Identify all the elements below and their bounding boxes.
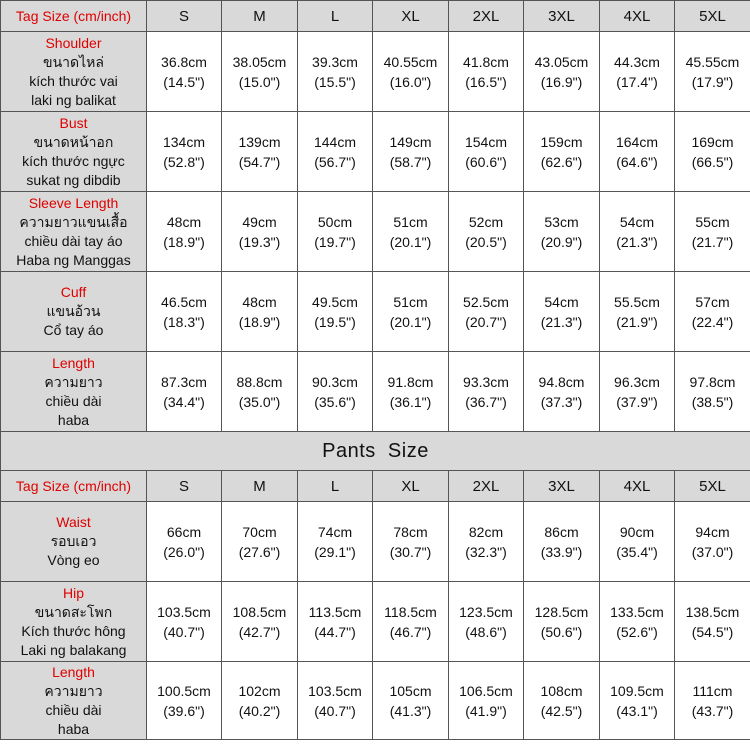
value-cm: 38.05cm xyxy=(232,53,287,70)
value-cm: 105cm xyxy=(389,682,432,699)
value-cm: 133.5cm xyxy=(610,603,664,620)
measurement-translation: Laki ng balakang xyxy=(20,641,127,658)
value-cm: 103.5cm xyxy=(308,682,362,699)
value-inch: (20.5") xyxy=(465,233,507,250)
measurement-name: Waist xyxy=(56,514,91,530)
value-inch: (64.6") xyxy=(616,153,658,170)
value-cell xyxy=(600,352,675,432)
value-cm: 51cm xyxy=(393,293,428,310)
top-row-bust xyxy=(1,112,750,192)
value-cell xyxy=(373,582,449,662)
measurement-translation: รอบเอว xyxy=(50,533,97,549)
measurement-name: Shoulder xyxy=(45,34,102,51)
measurement-name: Hip xyxy=(62,584,84,601)
value-cm: 41.8cm xyxy=(463,53,509,70)
value-cm: 134cm xyxy=(162,133,206,150)
value-inch: (42.5") xyxy=(540,702,583,719)
measurement-name: Sleeve Length xyxy=(28,194,119,211)
value-cm: 53cm xyxy=(544,213,579,230)
measurement-name: Length xyxy=(52,354,95,371)
value-cell xyxy=(373,662,449,740)
value-cm: 49.5cm xyxy=(312,293,358,310)
value-cm: 108cm xyxy=(540,682,583,699)
value-cell xyxy=(524,582,600,662)
tag-size-header: Tag Size (cm/inch) xyxy=(1,471,147,502)
value-inch: (20.1") xyxy=(389,313,432,330)
top-row-length xyxy=(1,352,750,432)
value-inch: (52.6") xyxy=(616,623,658,640)
value-cm: 96.3cm xyxy=(614,373,660,390)
value-inch: (32.3") xyxy=(465,543,507,560)
measurement-label xyxy=(1,112,147,192)
value-cm: 87.3cm xyxy=(161,373,207,390)
value-inch: (29.1") xyxy=(314,543,356,560)
value-cell xyxy=(147,32,222,112)
value-cell xyxy=(600,272,675,352)
top-row-shoulder xyxy=(1,32,750,112)
value-cm: 164cm xyxy=(615,133,659,150)
measurement-label xyxy=(1,352,147,432)
size-header-l: L xyxy=(298,1,373,32)
size-header-m: M xyxy=(222,1,298,32)
size-header-5xl: 5XL xyxy=(675,471,750,502)
value-cell xyxy=(373,272,449,352)
value-cm: 91.8cm xyxy=(387,373,434,390)
value-cm: 88.8cm xyxy=(236,373,283,390)
measurement-translation: kích thước vai xyxy=(29,72,118,89)
value-inch: (42.7") xyxy=(238,623,281,640)
value-cm: 40.55cm xyxy=(383,53,438,70)
value-inch: (54.5") xyxy=(691,623,734,640)
value-cm: 169cm xyxy=(691,133,734,150)
value-cell xyxy=(449,112,524,192)
value-cm: 94.8cm xyxy=(538,373,585,390)
value-cell xyxy=(298,662,373,740)
top-row-sleeve-length xyxy=(1,192,750,272)
value-cell xyxy=(147,272,222,352)
value-cell xyxy=(449,272,524,352)
value-cell xyxy=(675,582,750,662)
value-inch: (18.9") xyxy=(163,233,205,250)
measurement-name: Length xyxy=(52,663,95,680)
pants-size-title: Pants Size xyxy=(1,432,750,471)
value-inch: (60.6") xyxy=(465,153,507,170)
value-inch: (52.8") xyxy=(163,153,205,170)
value-inch: (58.7") xyxy=(389,153,432,170)
value-cell xyxy=(147,662,222,740)
size-header-5xl: 5XL xyxy=(675,1,750,32)
value-cell xyxy=(524,662,600,740)
value-cm: 90cm xyxy=(619,523,655,540)
size-header-xl: XL xyxy=(373,1,449,32)
value-cell xyxy=(449,32,524,112)
value-cm: 106.5cm xyxy=(459,682,513,699)
value-cell xyxy=(147,112,222,192)
size-header-4xl: 4XL xyxy=(600,1,675,32)
value-cm: 55cm xyxy=(695,213,730,230)
pants-row-waist xyxy=(1,502,750,582)
value-cell xyxy=(449,662,524,740)
value-inch: (39.6") xyxy=(163,702,205,719)
value-cell xyxy=(449,582,524,662)
value-inch: (40.7") xyxy=(314,702,356,719)
value-inch: (66.5") xyxy=(691,153,734,170)
value-cell xyxy=(147,582,222,662)
value-inch: (17.9") xyxy=(691,73,734,90)
top-row-cuff xyxy=(1,272,750,352)
value-inch: (21.7") xyxy=(691,233,734,250)
measurement-translation: ขนาดไหล่ xyxy=(43,53,104,70)
pants-header-row xyxy=(1,471,750,502)
measurement-label xyxy=(1,192,147,272)
value-cm: 50cm xyxy=(317,213,353,230)
measurement-translation: kích thước ngực xyxy=(22,152,125,169)
value-cell xyxy=(524,32,600,112)
value-inch: (21.3") xyxy=(540,313,583,330)
value-inch: (26.0") xyxy=(163,543,205,560)
value-cell xyxy=(222,112,298,192)
value-cell xyxy=(373,112,449,192)
measurement-translation: Haba ng Manggas xyxy=(16,251,131,268)
value-cm: 66cm xyxy=(166,523,202,540)
value-inch: (37.0") xyxy=(691,543,734,560)
size-header-4xl: 4XL xyxy=(600,471,675,502)
size-header-s: S xyxy=(147,1,222,32)
value-cell xyxy=(298,32,373,112)
value-inch: (19.5") xyxy=(314,313,356,330)
value-cell xyxy=(373,192,449,272)
value-cm: 97.8cm xyxy=(689,373,736,390)
pants-section-title-row xyxy=(1,432,750,471)
value-inch: (34.4") xyxy=(163,393,205,410)
value-inch: (22.4") xyxy=(691,313,734,330)
value-cm: 118.5cm xyxy=(384,603,437,620)
measurement-translation: ความยาว xyxy=(44,682,103,699)
value-inch: (46.7") xyxy=(389,623,432,640)
value-cell xyxy=(600,112,675,192)
value-cm: 138.5cm xyxy=(685,603,740,620)
pants-row-hip xyxy=(1,582,750,662)
value-inch: (16.9") xyxy=(540,73,583,90)
value-inch: (16.5") xyxy=(465,73,507,90)
measurement-translation: haba xyxy=(57,720,90,737)
value-cm: 94cm xyxy=(695,523,730,540)
value-cm: 108.5cm xyxy=(232,603,287,620)
value-cell xyxy=(675,662,750,740)
value-cm: 54cm xyxy=(619,213,655,230)
value-cell xyxy=(298,192,373,272)
value-cell xyxy=(298,272,373,352)
value-cm: 102cm xyxy=(238,682,281,699)
value-cell xyxy=(147,502,222,582)
value-cm: 113.5cm xyxy=(308,603,362,620)
value-cell xyxy=(600,582,675,662)
value-cell xyxy=(449,502,524,582)
value-cm: 49cm xyxy=(242,213,277,230)
value-inch: (20.9") xyxy=(540,233,583,250)
measurement-translation: Vòng eo xyxy=(47,552,100,568)
value-cell xyxy=(675,32,750,112)
measurement-translation: แขนอ้วน xyxy=(46,303,101,319)
value-cm: 48cm xyxy=(242,293,277,310)
value-cell xyxy=(373,502,449,582)
value-cell xyxy=(222,32,298,112)
measurement-label xyxy=(1,502,147,582)
value-inch: (43.1") xyxy=(616,702,658,719)
value-cell xyxy=(222,502,298,582)
value-inch: (21.9") xyxy=(616,313,658,330)
value-cell xyxy=(449,192,524,272)
value-cell xyxy=(600,502,675,582)
value-inch: (35.4") xyxy=(616,543,658,560)
value-cell xyxy=(222,662,298,740)
value-cm: 52cm xyxy=(468,213,504,230)
value-cell xyxy=(675,352,750,432)
size-header-3xl: 3XL xyxy=(524,1,600,32)
value-inch: (56.7") xyxy=(314,153,356,170)
value-inch: (19.7") xyxy=(314,233,356,250)
value-inch: (41.9") xyxy=(465,702,507,719)
value-cm: 111cm xyxy=(692,682,733,699)
value-cm: 128.5cm xyxy=(534,603,589,620)
value-cm: 154cm xyxy=(464,133,508,150)
value-inch: (48.6") xyxy=(465,623,507,640)
value-cell xyxy=(524,192,600,272)
value-cm: 46.5cm xyxy=(161,293,207,310)
value-inch: (40.2") xyxy=(238,702,281,719)
value-cell xyxy=(222,582,298,662)
value-inch: (37.9") xyxy=(616,393,658,410)
size-header-s: S xyxy=(147,471,222,502)
value-inch: (43.7") xyxy=(691,702,734,719)
value-cm: 74cm xyxy=(317,523,353,540)
size-header-m: M xyxy=(222,471,298,502)
value-inch: (21.3") xyxy=(616,233,658,250)
value-cell xyxy=(222,192,298,272)
value-cell xyxy=(298,502,373,582)
value-cell xyxy=(222,352,298,432)
value-cm: 44.3cm xyxy=(614,53,660,70)
value-inch: (17.4") xyxy=(616,73,658,90)
value-cm: 78cm xyxy=(393,523,428,540)
value-cm: 109.5cm xyxy=(610,682,664,699)
value-inch: (36.7") xyxy=(465,393,507,410)
measurement-translation: haba xyxy=(57,411,90,428)
value-cell xyxy=(524,352,600,432)
value-cell xyxy=(600,192,675,272)
size-header-xl: XL xyxy=(373,471,449,502)
tag-size-header: Tag Size (cm/inch) xyxy=(1,1,147,32)
value-inch: (35.6") xyxy=(314,393,356,410)
value-cell xyxy=(298,112,373,192)
value-cm: 52.5cm xyxy=(463,293,509,310)
value-inch: (54.7") xyxy=(238,153,281,170)
value-cell xyxy=(524,112,600,192)
value-cell xyxy=(675,272,750,352)
measurement-label xyxy=(1,32,147,112)
value-cm: 86cm xyxy=(544,523,579,540)
value-cell xyxy=(524,502,600,582)
value-inch: (30.7") xyxy=(389,543,432,560)
measurement-translation: chiều dài xyxy=(45,701,102,718)
value-inch: (44.7") xyxy=(314,623,356,640)
size-header-l: L xyxy=(298,471,373,502)
value-inch: (35.0") xyxy=(238,393,281,410)
measurement-translation: chiều dài tay áo xyxy=(24,232,123,249)
measurement-label xyxy=(1,272,147,352)
value-cm: 57cm xyxy=(695,293,730,310)
value-inch: (14.5") xyxy=(163,73,205,90)
measurement-translation: sukat ng dibdib xyxy=(26,171,121,188)
value-inch: (62.6") xyxy=(540,153,583,170)
value-cm: 93.3cm xyxy=(463,373,509,390)
value-cell xyxy=(675,192,750,272)
size-header-2xl: 2XL xyxy=(449,1,524,32)
value-cm: 36.8cm xyxy=(161,53,207,70)
measurement-label xyxy=(1,582,147,662)
value-inch: (15.0") xyxy=(238,73,281,90)
value-inch: (38.5") xyxy=(691,393,734,410)
measurement-name: Bust xyxy=(59,114,88,131)
value-cell xyxy=(147,352,222,432)
measurement-translation: Kích thước hông xyxy=(21,622,126,639)
value-cell xyxy=(373,32,449,112)
value-cell xyxy=(600,32,675,112)
value-cm: 70cm xyxy=(242,523,277,540)
value-cell xyxy=(298,582,373,662)
measurement-translation: chiều dài xyxy=(45,392,102,409)
value-cm: 39.3cm xyxy=(312,53,358,70)
value-cm: 100.5cm xyxy=(157,682,211,699)
value-cell xyxy=(373,352,449,432)
value-cm: 45.55cm xyxy=(685,53,740,70)
value-inch: (33.9") xyxy=(540,543,583,560)
value-cm: 51cm xyxy=(393,213,428,230)
value-cm: 103.5cm xyxy=(157,603,211,620)
measurement-translation: laki ng balikat xyxy=(31,91,116,108)
value-cm: 54cm xyxy=(544,293,579,310)
value-inch: (50.6") xyxy=(540,623,583,640)
value-cm: 123.5cm xyxy=(459,603,513,620)
value-cm: 139cm xyxy=(238,133,281,150)
value-cell xyxy=(147,192,222,272)
value-inch: (18.3") xyxy=(163,313,205,330)
measurement-translation: ความยาวแขนเสื้อ xyxy=(19,213,128,230)
value-cell xyxy=(222,272,298,352)
value-cm: 43.05cm xyxy=(534,53,589,70)
size-header-3xl: 3XL xyxy=(524,471,600,502)
value-cell xyxy=(298,352,373,432)
top-header-row xyxy=(1,1,750,32)
value-cm: 149cm xyxy=(389,133,432,150)
value-inch: (19.3") xyxy=(238,233,281,250)
value-cell xyxy=(449,352,524,432)
value-cm: 159cm xyxy=(540,133,583,150)
value-inch: (20.7") xyxy=(465,313,507,330)
measurement-label xyxy=(1,662,147,740)
value-cm: 144cm xyxy=(313,133,357,150)
value-inch: (41.3") xyxy=(389,702,432,719)
measurement-translation: ขนาดหน้าอก xyxy=(33,133,114,150)
measurement-translation: Cổ tay áo xyxy=(43,322,104,338)
value-inch: (15.5") xyxy=(314,73,356,90)
measurement-translation: ขนาดสะโพก xyxy=(34,603,113,620)
pants-row-length xyxy=(1,662,750,740)
value-cm: 48cm xyxy=(166,213,202,230)
measurement-translation: ความยาว xyxy=(44,373,103,390)
value-inch: (18.9") xyxy=(238,313,281,330)
value-cm: 90.3cm xyxy=(312,373,358,390)
value-inch: (37.3") xyxy=(540,393,583,410)
value-inch: (36.1") xyxy=(389,393,432,410)
value-inch: (27.6") xyxy=(238,543,281,560)
value-inch: (20.1") xyxy=(389,233,432,250)
value-inch: (40.7") xyxy=(163,623,205,640)
value-cm: 82cm xyxy=(468,523,504,540)
value-cell xyxy=(524,272,600,352)
value-cm: 55.5cm xyxy=(614,293,660,310)
value-cell xyxy=(600,662,675,740)
value-cell xyxy=(675,502,750,582)
size-header-2xl: 2XL xyxy=(449,471,524,502)
value-inch: (16.0") xyxy=(389,73,432,90)
value-cell xyxy=(675,112,750,192)
measurement-name: Cuff xyxy=(60,284,87,300)
